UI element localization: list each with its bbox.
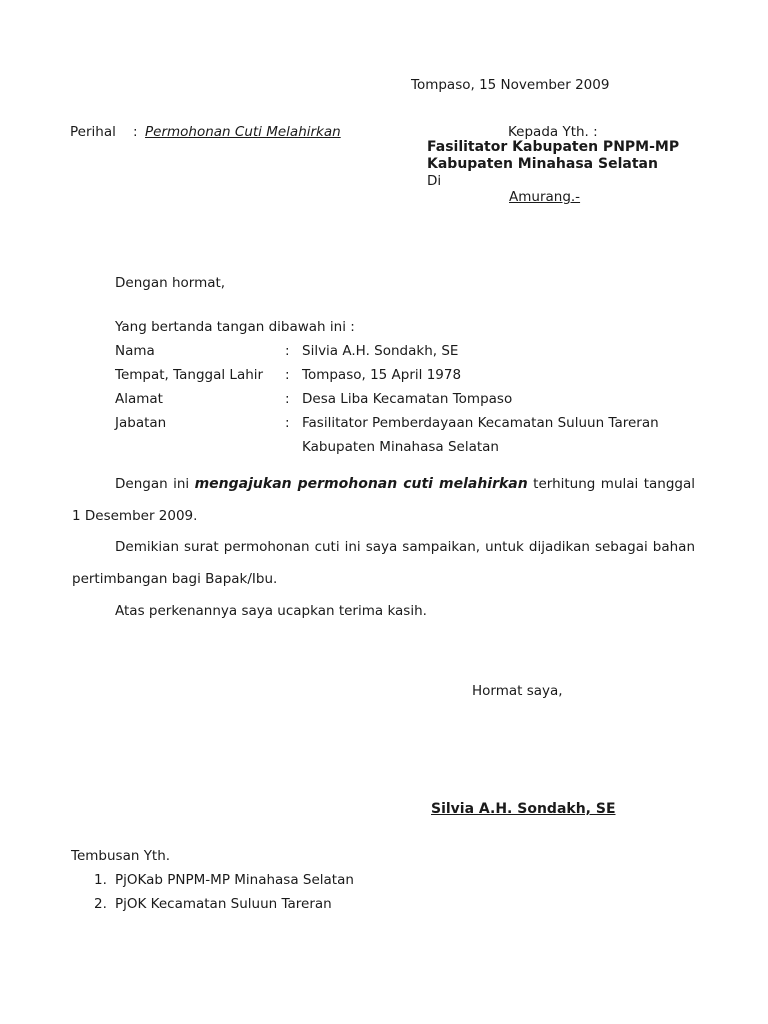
- subject-colon: :: [133, 124, 138, 140]
- subject-value: Permohonan Cuti Melahirkan: [145, 124, 341, 140]
- closing: Hormat saya,: [472, 683, 563, 699]
- field-label: Alamat: [115, 391, 163, 407]
- field-label: Jabatan: [115, 415, 167, 431]
- paragraph-1-line2: 1 Desember 2009.: [72, 508, 198, 524]
- p1-start: Dengan ini: [115, 476, 195, 492]
- field-colon: :: [285, 391, 290, 407]
- paragraph-1: [115, 476, 695, 492]
- field-colon: :: [285, 415, 290, 431]
- recipient-to: Kepada Yth. :: [508, 124, 598, 140]
- recipient-city: Amurang.-: [509, 189, 581, 205]
- field-colon: :: [285, 343, 290, 359]
- recipient-di: Di: [427, 173, 442, 189]
- field-value: Tompaso, 15 April 1978: [302, 367, 462, 383]
- paragraph-3: Atas perkenannya saya ucapkan terima kasih.: [115, 603, 427, 619]
- recipient-line1: Fasilitator Kabupaten PNPM-MP: [427, 139, 680, 155]
- field-label: Tempat, Tanggal Lahir: [115, 367, 264, 383]
- cc-title: Tembusan Yth.: [71, 848, 171, 864]
- field-value: Fasilitator Pemberdayaan Kecamatan Suluun Tareran: [302, 415, 659, 431]
- paragraph-2-line2: pertimbangan bagi Bapak/Ibu.: [72, 571, 278, 587]
- field-value: Desa Liba Kecamatan Tompaso: [302, 391, 513, 407]
- field-colon: :: [285, 367, 290, 383]
- paragraph-2: Demikian surat permohonan cuti ini saya sampaikan, untuk dijadikan sebagai bahan: [115, 539, 695, 555]
- salutation: Dengan hormat,: [115, 275, 226, 291]
- recipient-line2: Kabupaten Minahasa Selatan: [427, 156, 658, 172]
- field-value-continued: Kabupaten Minahasa Selatan: [302, 439, 499, 455]
- intro-text: Yang bertanda tangan dibawah ini :: [115, 319, 355, 335]
- cc-item: PjOK Kecamatan Suluun Tareran: [115, 896, 332, 912]
- p1-end: terhitung mulai tanggal: [527, 476, 695, 492]
- signatory-name: Silvia A.H. Sondakh, SE: [431, 801, 616, 817]
- place-date: Tompaso, 15 November 2009: [411, 77, 610, 93]
- cc-item-number: 2.: [94, 896, 107, 912]
- p1-emphasis: mengajukan permohonan cuti melahirkan: [194, 476, 528, 492]
- field-value: Silvia A.H. Sondakh, SE: [302, 343, 459, 359]
- cc-item-number: 1.: [94, 872, 107, 888]
- field-label: Nama: [115, 343, 155, 359]
- cc-item: PjOKab PNPM-MP Minahasa Selatan: [115, 872, 354, 888]
- subject-label: Perihal: [70, 124, 116, 140]
